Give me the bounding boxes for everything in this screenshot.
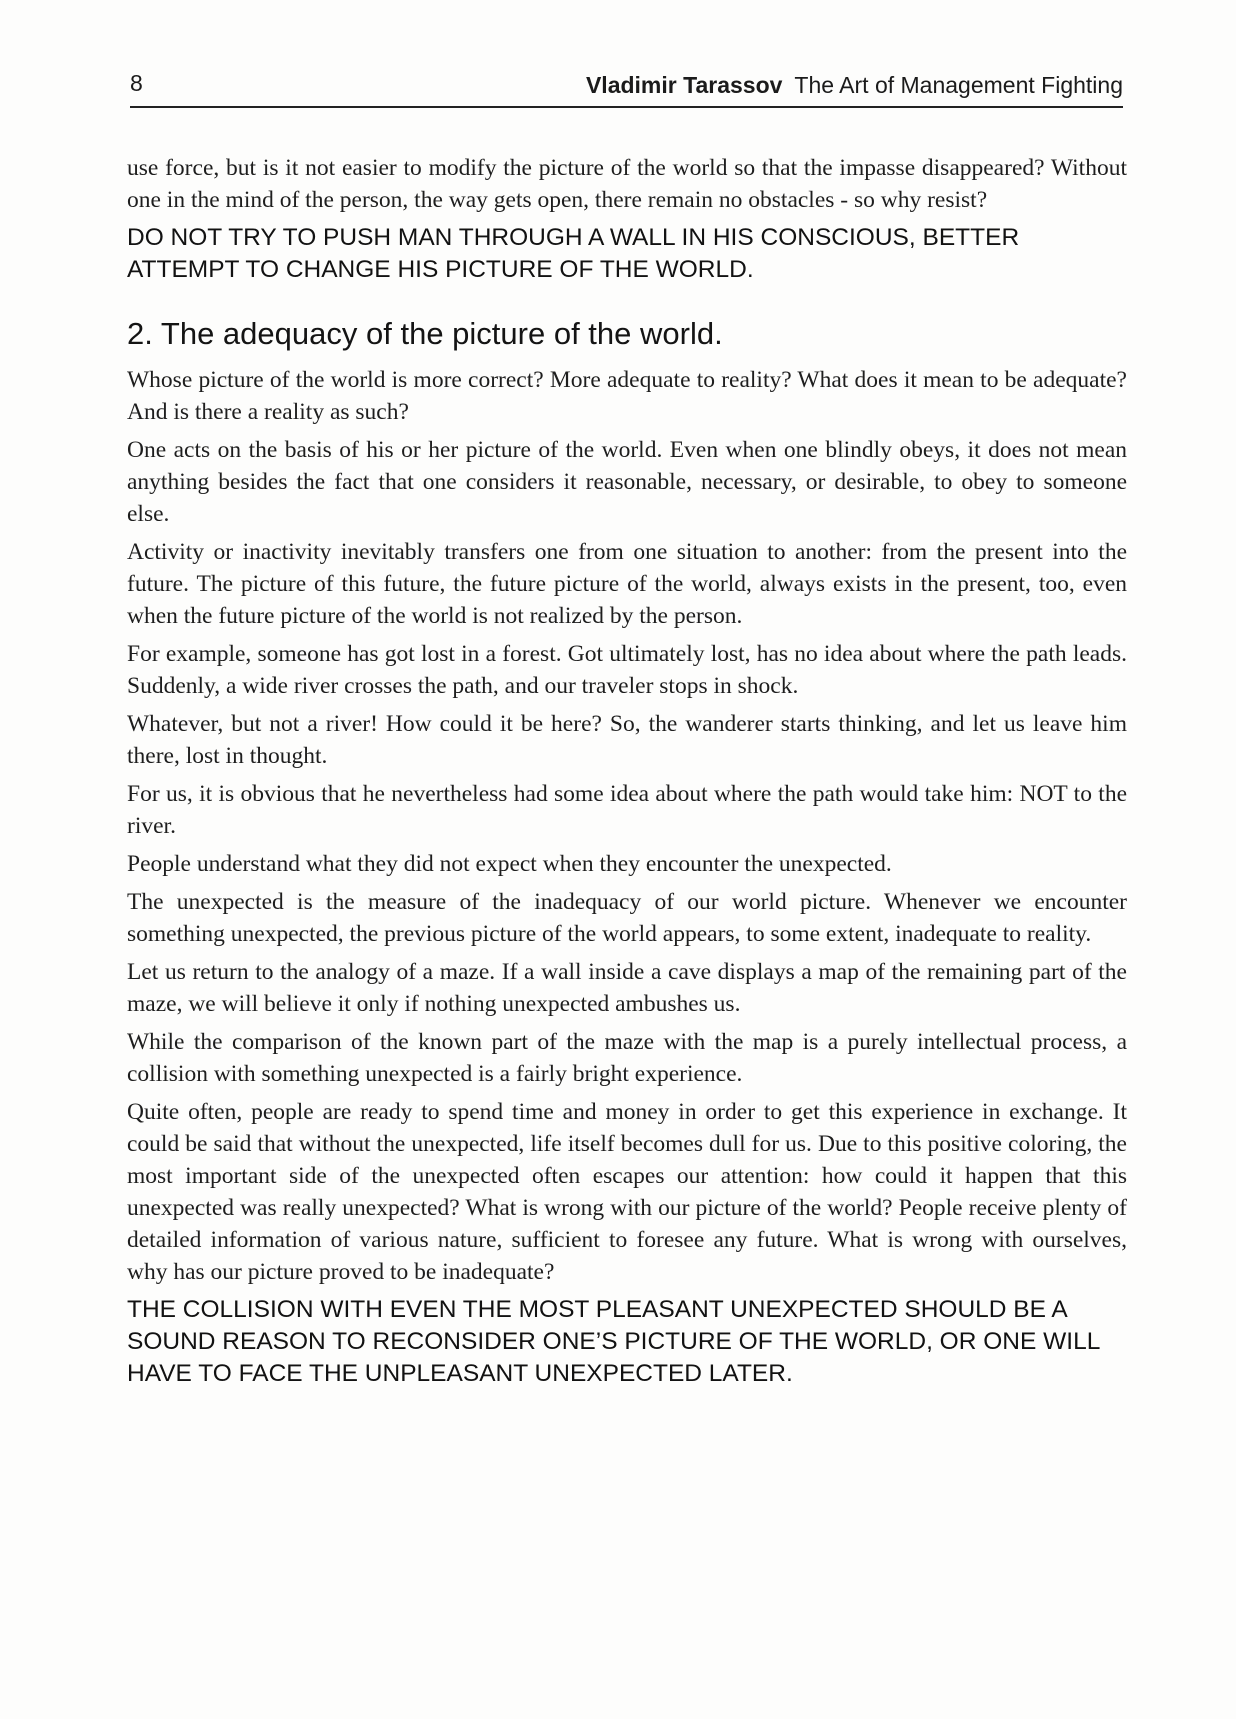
body-paragraph: The unexpected is the measure of the inadequacy of our world picture. Whenever we encounter something unexpected, the previous picture of the world appears, to some extent, inadequate to reality.: [127, 889, 1127, 947]
body-paragraph: One acts on the basis of his or her picture of the world. Even when one blindly obeys, it does not mean anything besides the fact that one considers it reasonable, necessary, or desirable, to obey to someone else.: [127, 437, 1127, 527]
intro-paragraph: use force, but is it not easier to modify the picture of the world so that the impasse disappeared? Without one in the mind of the person, the way gets open, there remain no obstacles - so why resist?: [127, 155, 1127, 213]
header-book-title: The Art of Management Fighting: [794, 72, 1123, 98]
body-paragraph: Activity or inactivity inevitably transfers one from one situation to another: from the present into the future. The picture of this future, the future picture of the world, always exists in the present, too, even when the future picture of the world is not realized by the person.: [127, 539, 1127, 629]
body-paragraph: People understand what they did not expect when they encounter the unexpected.: [127, 851, 892, 877]
body-paragraph: Let us return to the analogy of a maze. If a wall inside a cave displays a map of the remaining part of the maze, we will believe it only if nothing unexpected ambushes us.: [127, 959, 1127, 1017]
body-paragraph: Whatever, but not a river! How could it be here? So, the wanderer starts thinking, and let us leave him there, lost in thought.: [127, 711, 1127, 769]
rule-statement-1: DO NOT TRY TO PUSH MAN THROUGH A WALL IN HIS CONSCIOUS, BETTER ATTEMPT TO CHANGE HIS PICTURE OF THE WORLD.: [127, 224, 1020, 283]
page-body: [127, 152, 1127, 1400]
body-paragraph: Whose picture of the world is more correct? More adequate to reality? What does it mean to be adequate? And is there a reality as such?: [127, 367, 1127, 425]
header-author: Vladimir Tarassov: [585, 72, 783, 98]
section-heading: 2. The adequacy of the picture of the world.: [127, 316, 723, 351]
body-paragraph: For us, it is obvious that he nevertheless had some idea about where the path would take him: NOT to the river.: [127, 781, 1127, 839]
body-paragraph: For example, someone has got lost in a forest. Got ultimately lost, has no idea about where the path leads. Suddenly, a wide river crosses the path, and our traveler stops in shock.: [127, 641, 1127, 699]
header-title-group: [586, 72, 1123, 99]
rule-statement-2: THE COLLISION WITH EVEN THE MOST PLEASANT UNEXPECTED SHOULD BE A SOUND REASON TO RECONSIDER ONE’S PICTURE OF THE WORLD, OR ONE WILL HAVE TO FACE THE UNPLEASANT UNEXPECTED LATER.: [127, 1296, 1100, 1387]
page-number: 8: [130, 70, 143, 96]
body-paragraph: Quite often, people are ready to spend time and money in order to get this experience in exchange. It could be said that without the unexpected, life itself becomes dull for us. Due to this positive coloring, the most important side of the unexpected often escapes our attention: how could it happen that this unexpected was really unexpected? What is wrong with our picture of the world? People receive plenty of detailed information of various nature, sufficient to foresee any future. What is wrong with ourselves, why has our picture proved to be inadequate?: [127, 1099, 1127, 1285]
running-header: [130, 66, 1123, 108]
body-paragraph: While the comparison of the known part of the maze with the map is a purely intellectual process, a collision with something unexpected is a fairly bright experience.: [127, 1029, 1127, 1087]
